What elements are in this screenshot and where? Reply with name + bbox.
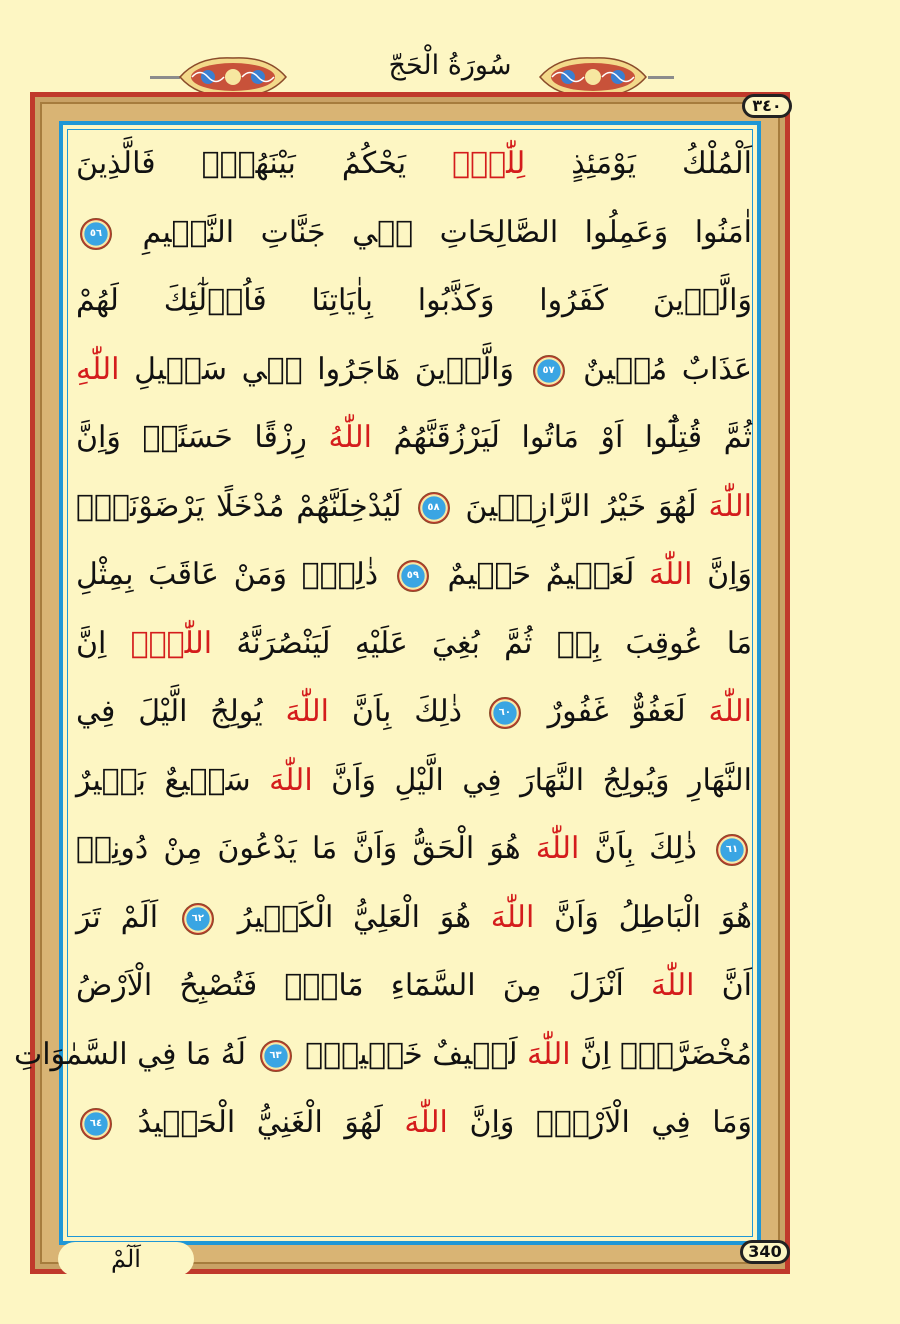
verse-text: لَهُ مَا فِي السَّمٰوَاتِ: [13, 1036, 256, 1072]
verse-text: اٰمَنُوا وَعَمِلُوا الصَّالِحَاتِ فٖي جَنَّاتِ النَّعٖيمِ: [116, 214, 752, 250]
verse-text: عَذَابٌ مُهٖينٌ: [568, 351, 752, 387]
text-line: [76, 610, 752, 679]
ayah-number-marker: ٥٩: [397, 560, 429, 592]
divine-name: اللّٰهَ: [404, 1105, 448, 1140]
verse-text: اَنَّ: [694, 968, 753, 1003]
text-line: [76, 473, 752, 542]
text-line: [76, 884, 752, 953]
text-line: [76, 267, 752, 336]
ayah-number-marker: ٦٢: [182, 903, 214, 935]
verse-text: لَعَفُوٌّ غَفُورٌ: [524, 694, 709, 729]
page-number-arabic: ٣٤٠: [742, 94, 792, 118]
verse-text: وَاِنَّ: [692, 557, 753, 592]
divine-name: اللّٰهَ: [650, 968, 695, 1003]
text-line: [76, 747, 752, 816]
verse-text: لَطٖيفٌ خَبٖيرٌۚ: [295, 1036, 528, 1072]
text-line: [13, 1021, 752, 1090]
divine-name: اللّٰهَ: [535, 831, 580, 866]
juz-label: اَلٓمْ: [58, 1242, 194, 1276]
verse-text: يُولِجُ الَّيْلَ فِي: [76, 694, 286, 729]
divine-name: اللّٰهِ: [76, 351, 120, 387]
verse-text: لَيُدْخِلَنَّهُمْ مُدْخَلًا يَرْضَوْنَهُۜ: [76, 488, 414, 524]
verse-text: اِنَّ: [76, 625, 131, 661]
verse-text: سَمٖيعٌ بَصٖيرٌ: [76, 762, 270, 798]
divine-name: اللّٰهُۜ: [130, 625, 213, 661]
divine-name: اللّٰهُ: [328, 420, 372, 455]
divine-name: اللّٰهَ: [708, 488, 752, 524]
verse-text: وَالَّذٖينَ هَاجَرُوا فٖي سَبٖيلِ: [119, 351, 529, 387]
verse-text: لَهُوَ خَيْرُ الرَّازِقٖينَ: [453, 488, 709, 524]
ayah-number-marker: ٥٦: [80, 218, 112, 250]
ayah-number-marker: ٦٠: [489, 697, 521, 729]
verse-text: اَنْزَلَ مِنَ السَّمَٓاءِ مَٓاءًۘ فَتُصْبِحُ الْاَرْضُ: [76, 968, 651, 1003]
verse-text: يَحْكُمُ بَيْنَهُمْۜ فَالَّذِينَ: [76, 146, 453, 181]
verse-text: هُوَ الْحَقُّ وَاَنَّ مَا يَدْعُونَ مِنْ دُونِهٖ: [76, 831, 536, 866]
text-line: [76, 541, 752, 610]
header-rule-left: [150, 76, 180, 79]
ayah-number-marker: ٥٨: [418, 492, 450, 524]
verse-text: مُخْضَرَّةًۜ اِنَّ: [570, 1036, 752, 1072]
text-line: [76, 199, 752, 268]
verse-text: ذٰلِكَ بِاَنَّ: [579, 831, 712, 866]
divine-name: لِلّٰهِۜ: [452, 146, 526, 181]
surah-title: سُورَةُ الْحَجّ: [388, 50, 512, 81]
divine-name: اللّٰهَ: [527, 1036, 571, 1072]
verse-text: وَمَا فِي الْاَرْضِۜ وَاِنَّ: [447, 1105, 752, 1140]
divine-name: اللّٰهَ: [490, 899, 535, 935]
divine-name: اللّٰهَ: [285, 694, 329, 729]
verse-text: اَلَمْ تَرَ: [76, 899, 178, 935]
ayah-number-marker: ٦٣: [260, 1040, 292, 1072]
verse-text: النَّهَارِ وَيُولِجُ النَّهَارَ فِي الَّيْلِ وَاَنَّ: [312, 762, 752, 798]
text-line: [76, 678, 752, 747]
divine-name: اللّٰهَ: [708, 694, 752, 729]
verse-text: وَالَّذٖينَ كَفَرُوا وَكَذَّبُوا بِاٰيَاتِنَا فَاُو۬لٰٓئِكَ لَهُمْ: [76, 283, 752, 318]
text-line: [76, 815, 752, 884]
verse-text: ذٰلِكَ بِاَنَّ: [328, 694, 485, 729]
verse-text: ذٰلِكَۚ وَمَنْ عَاقَبَ بِمِثْلِ: [76, 557, 393, 592]
text-line: [76, 1089, 752, 1158]
header-rule-right: [648, 76, 674, 79]
divine-name: اللّٰهَ: [269, 762, 313, 798]
verse-text: هُوَ الْبَاطِلُ وَاَنَّ: [534, 899, 752, 935]
verse-text: لَعَلٖيمٌ حَلٖيمٌ: [432, 557, 649, 592]
text-line: [76, 336, 752, 405]
text-line: [76, 952, 752, 1021]
ayah-number-marker: ٦٤: [80, 1108, 112, 1140]
verse-text: لَهُوَ الْغَنِيُّ الْحَمٖيدُ: [116, 1105, 405, 1140]
verse-text: مَا عُوقِبَ بِهٖ ثُمَّ بُغِيَ عَلَيْهِ لَيَنْصُرَنَّهُ: [212, 625, 753, 661]
ayah-number-marker: ٦١: [716, 834, 748, 866]
verse-text: ثُمَّ قُتِلُٓوا اَوْ مَاتُوا لَيَرْزُقَنَّهُمُ: [371, 420, 752, 455]
page-number-latin: 340: [740, 1240, 790, 1264]
text-line: [76, 404, 752, 473]
ayah-number-marker: ٥٧: [533, 355, 565, 387]
verse-text: اَلْمُلْكُ يَوْمَئِذٍ: [525, 146, 752, 181]
divine-name: اللّٰهَ: [649, 557, 693, 592]
text-line: [76, 130, 752, 199]
verse-text: هُوَ الْعَلِيُّ الْكَبٖيرُ: [217, 899, 491, 935]
verse-text: رِزْقًا حَسَنًاۜ وَاِنَّ: [76, 420, 329, 455]
quran-text: [13, 130, 753, 1230]
